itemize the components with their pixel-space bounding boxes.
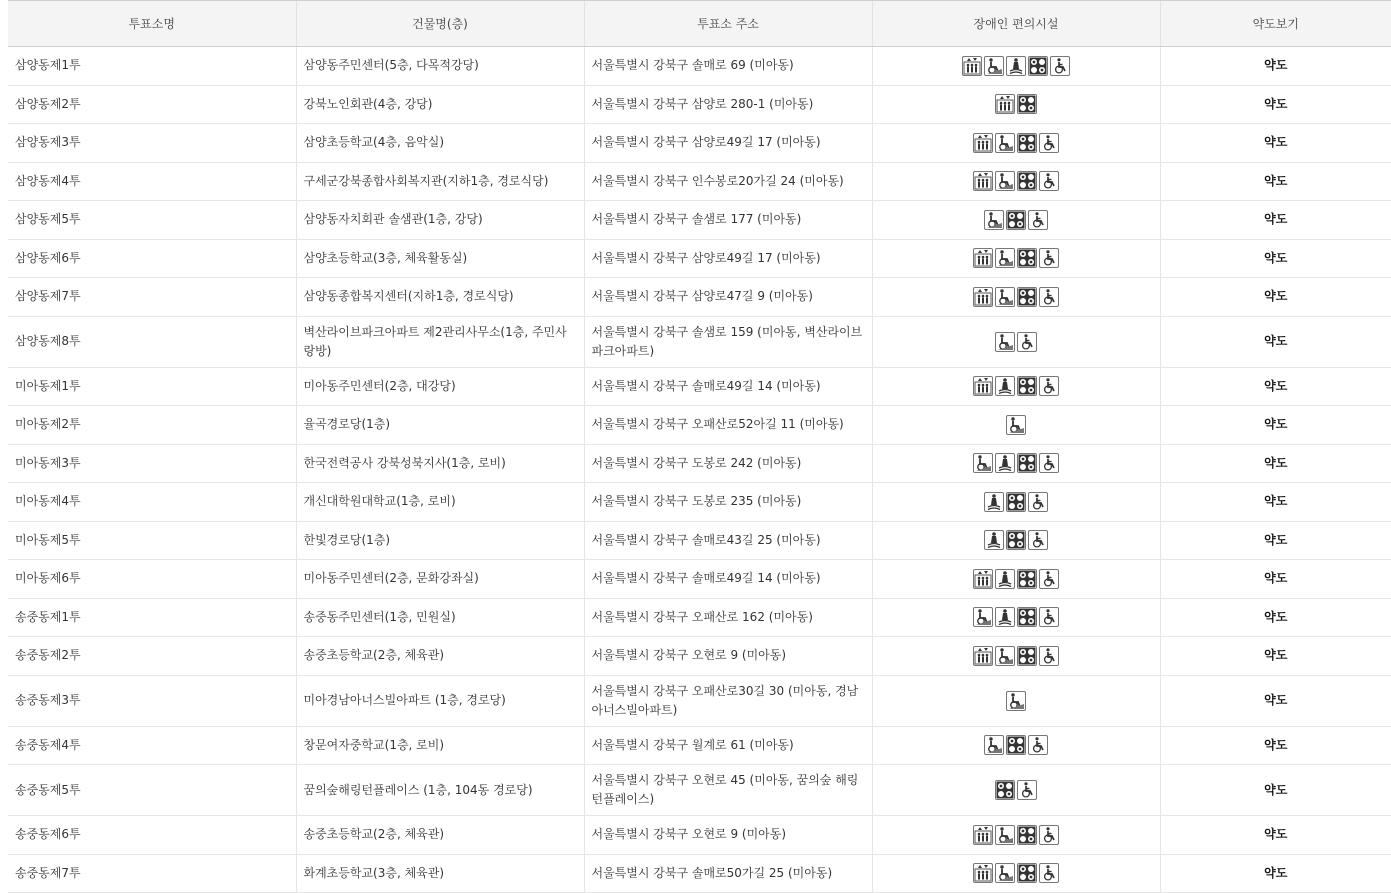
table-row: [8, 765, 1391, 816]
station-name-cell: 미아동제2투: [8, 406, 296, 445]
building-cell: 화계초등학교(3층, 체육관): [296, 854, 584, 893]
building-cell: 강북노인회관(4층, 강당): [296, 85, 584, 124]
station-name-cell: 미아동제1투: [8, 367, 296, 406]
station-name-cell: 송중동제3투: [8, 675, 296, 726]
wheelchair-icon: [1017, 780, 1037, 800]
accessibility-cell: [872, 406, 1160, 445]
lift-icon: [995, 453, 1015, 473]
table-row: [8, 483, 1391, 522]
address-cell: 서울특별시 강북구 솔샘로 159 (미아동, 벽산라이브파크아파트): [584, 316, 872, 367]
wheelchair-icon: [1028, 530, 1048, 550]
elevator-icon: [973, 569, 993, 589]
table-row: [8, 47, 1391, 86]
table-row: [8, 316, 1391, 367]
table-row: [8, 162, 1391, 201]
map-link[interactable]: 약도: [1160, 726, 1391, 765]
accessibility-cell: [872, 483, 1160, 522]
building-cell: 벽산라이브파크아파트 제2관리사무소(1층, 주민사랑방): [296, 316, 584, 367]
address-cell: 서울특별시 강북구 솔매로49길 14 (미아동): [584, 367, 872, 406]
building-cell: 삼양동종합복지센터(지하1층, 경로식당): [296, 278, 584, 317]
braille-icon: [1006, 210, 1026, 230]
wheelchair-icon: [1039, 376, 1059, 396]
wheelchair-icon: [1039, 171, 1059, 191]
building-cell: 삼양초등학교(4층, 음악실): [296, 124, 584, 163]
elevator-icon: [973, 825, 993, 845]
accessibility-cell: [872, 521, 1160, 560]
station-name-cell: 미아동제4투: [8, 483, 296, 522]
map-link[interactable]: 약도: [1160, 816, 1391, 855]
address-cell: 서울특별시 강북구 오현로 9 (미아동): [584, 816, 872, 855]
building-cell: 미아동주민센터(2층, 문화강좌실): [296, 560, 584, 599]
table-row: [8, 406, 1391, 445]
table-row: [8, 278, 1391, 317]
polling-station-table: [8, 0, 1391, 893]
map-link[interactable]: 약도: [1160, 201, 1391, 240]
table-row: [8, 201, 1391, 240]
wheelchair-ramp-icon: [995, 171, 1015, 191]
wheelchair-ramp-icon: [984, 735, 1004, 755]
braille-icon: [1017, 453, 1037, 473]
address-cell: 서울특별시 강북구 삼양로49길 17 (미아동): [584, 124, 872, 163]
wheelchair-ramp-icon: [995, 863, 1015, 883]
station-name-cell: 송중동제2투: [8, 637, 296, 676]
table-row: [8, 239, 1391, 278]
header-map: 약도보기: [1160, 1, 1391, 47]
accessibility-cell: [872, 316, 1160, 367]
station-name-cell: 삼양동제3투: [8, 124, 296, 163]
map-link[interactable]: 약도: [1160, 598, 1391, 637]
lift-icon: [1006, 56, 1026, 76]
wheelchair-icon: [1039, 287, 1059, 307]
braille-icon: [1017, 825, 1037, 845]
wheelchair-ramp-icon: [984, 210, 1004, 230]
table-row: [8, 560, 1391, 599]
table-row: [8, 726, 1391, 765]
elevator-icon: [973, 646, 993, 666]
building-cell: 꿈의숲해링턴플레이스 (1층, 104동 경로당): [296, 765, 584, 816]
map-link[interactable]: 약도: [1160, 316, 1391, 367]
braille-icon: [1006, 492, 1026, 512]
station-name-cell: 삼양동제2투: [8, 85, 296, 124]
wheelchair-ramp-icon: [995, 332, 1015, 352]
address-cell: 서울특별시 강북구 인수봉로20가길 24 (미아동): [584, 162, 872, 201]
address-cell: 서울특별시 강북구 삼양로 280-1 (미아동): [584, 85, 872, 124]
braille-icon: [1017, 171, 1037, 191]
building-cell: 한국전력공사 강북성북지사(1층, 로비): [296, 444, 584, 483]
map-link[interactable]: 약도: [1160, 637, 1391, 676]
station-name-cell: 송중동제4투: [8, 726, 296, 765]
building-cell: 미아동주민센터(2층, 대강당): [296, 367, 584, 406]
accessibility-cell: [872, 444, 1160, 483]
address-cell: 서울특별시 강북구 오패산로30길 30 (미아동, 경남아너스빌아파트): [584, 675, 872, 726]
wheelchair-icon: [1039, 133, 1059, 153]
lift-icon: [995, 376, 1015, 396]
accessibility-cell: [872, 675, 1160, 726]
map-link[interactable]: 약도: [1160, 406, 1391, 445]
braille-icon: [1028, 56, 1048, 76]
accessibility-cell: [872, 47, 1160, 86]
wheelchair-icon: [1039, 863, 1059, 883]
wheelchair-ramp-icon: [995, 825, 1015, 845]
accessibility-cell: [872, 726, 1160, 765]
wheelchair-icon: [1028, 735, 1048, 755]
table-row: [8, 521, 1391, 560]
building-cell: 삼양동자치회관 솔샘관(1층, 강당): [296, 201, 584, 240]
wheelchair-ramp-icon: [1006, 415, 1026, 435]
map-link[interactable]: 약도: [1160, 367, 1391, 406]
map-link[interactable]: 약도: [1160, 560, 1391, 599]
address-cell: 서울특별시 강북구 삼양로47길 9 (미아동): [584, 278, 872, 317]
map-link[interactable]: 약도: [1160, 278, 1391, 317]
accessibility-cell: [872, 560, 1160, 599]
braille-icon: [995, 780, 1015, 800]
building-cell: 율곡경로당(1층): [296, 406, 584, 445]
wheelchair-icon: [1039, 569, 1059, 589]
accessibility-cell: [872, 816, 1160, 855]
wheelchair-ramp-icon: [995, 133, 1015, 153]
building-cell: 개신대학원대학교(1층, 로비): [296, 483, 584, 522]
map-link[interactable]: 약도: [1160, 765, 1391, 816]
building-cell: 송중초등학교(2층, 체육관): [296, 637, 584, 676]
accessibility-cell: [872, 854, 1160, 893]
braille-icon: [1006, 735, 1026, 755]
accessibility-cell: [872, 598, 1160, 637]
braille-icon: [1017, 863, 1037, 883]
braille-icon: [1017, 287, 1037, 307]
header-station-name: 투표소명: [8, 1, 296, 47]
address-cell: 서울특별시 강북구 도봉로 235 (미아동): [584, 483, 872, 522]
table-row: [8, 85, 1391, 124]
station-name-cell: 미아동제6투: [8, 560, 296, 599]
table-row: [8, 675, 1391, 726]
accessibility-cell: [872, 367, 1160, 406]
braille-icon: [1017, 248, 1037, 268]
wheelchair-icon: [1039, 646, 1059, 666]
station-name-cell: 삼양동제5투: [8, 201, 296, 240]
station-name-cell: 송중동제5투: [8, 765, 296, 816]
map-link[interactable]: 약도: [1160, 47, 1391, 86]
address-cell: 서울특별시 강북구 월계로 61 (미아동): [584, 726, 872, 765]
lift-icon: [995, 607, 1015, 627]
address-cell: 서울특별시 강북구 오현로 45 (미아동, 꿈의숲 해링턴플레이스): [584, 765, 872, 816]
elevator-icon: [973, 376, 993, 396]
station-name-cell: 미아동제3투: [8, 444, 296, 483]
wheelchair-icon: [1028, 492, 1048, 512]
header-accessibility: 장애인 편의시설: [872, 1, 1160, 47]
address-cell: 서울특별시 강북구 도봉로 242 (미아동): [584, 444, 872, 483]
elevator-icon: [973, 171, 993, 191]
address-cell: 서울특별시 강북구 솔샘로 177 (미아동): [584, 201, 872, 240]
polling-station-table-wrapper: [8, 0, 1391, 893]
wheelchair-icon: [1039, 453, 1059, 473]
wheelchair-icon: [1017, 332, 1037, 352]
wheelchair-ramp-icon: [1006, 691, 1026, 711]
braille-icon: [1017, 646, 1037, 666]
lift-icon: [995, 569, 1015, 589]
elevator-icon: [995, 94, 1015, 114]
table-row: [8, 367, 1391, 406]
braille-icon: [1017, 133, 1037, 153]
station-name-cell: 삼양동제7투: [8, 278, 296, 317]
elevator-icon: [973, 133, 993, 153]
braille-icon: [1006, 530, 1026, 550]
accessibility-cell: [872, 239, 1160, 278]
wheelchair-ramp-icon: [995, 287, 1015, 307]
building-cell: 삼양동주민센터(5층, 다목적강당): [296, 47, 584, 86]
wheelchair-ramp-icon: [984, 56, 1004, 76]
braille-icon: [1017, 94, 1037, 114]
accessibility-cell: [872, 278, 1160, 317]
table-row: [8, 816, 1391, 855]
address-cell: 서울특별시 강북구 솔매로43길 25 (미아동): [584, 521, 872, 560]
building-cell: 삼양초등학교(3층, 체육활동실): [296, 239, 584, 278]
table-row: [8, 444, 1391, 483]
map-link[interactable]: 약도: [1160, 483, 1391, 522]
elevator-icon: [962, 56, 982, 76]
braille-icon: [1017, 607, 1037, 627]
accessibility-cell: [872, 637, 1160, 676]
map-link[interactable]: 약도: [1160, 162, 1391, 201]
accessibility-cell: [872, 85, 1160, 124]
wheelchair-ramp-icon: [995, 646, 1015, 666]
address-cell: 서울특별시 강북구 삼양로49길 17 (미아동): [584, 239, 872, 278]
table-body: [8, 47, 1391, 893]
accessibility-cell: [872, 201, 1160, 240]
station-name-cell: 삼양동제6투: [8, 239, 296, 278]
table-row: [8, 637, 1391, 676]
map-link[interactable]: 약도: [1160, 675, 1391, 726]
map-link[interactable]: 약도: [1160, 854, 1391, 893]
wheelchair-ramp-icon: [995, 248, 1015, 268]
lift-icon: [984, 492, 1004, 512]
table-row: [8, 598, 1391, 637]
station-name-cell: 삼양동제8투: [8, 316, 296, 367]
braille-icon: [1017, 376, 1037, 396]
braille-icon: [1017, 569, 1037, 589]
header-address: 투표소 주소: [584, 1, 872, 47]
address-cell: 서울특별시 강북구 솔매로50가길 25 (미아동): [584, 854, 872, 893]
wheelchair-ramp-icon: [973, 453, 993, 473]
station-name-cell: 송중동제7투: [8, 854, 296, 893]
wheelchair-ramp-icon: [973, 607, 993, 627]
station-name-cell: 송중동제6투: [8, 816, 296, 855]
address-cell: 서울특별시 강북구 오현로 9 (미아동): [584, 637, 872, 676]
lift-icon: [984, 530, 1004, 550]
address-cell: 서울특별시 강북구 오패산로 162 (미아동): [584, 598, 872, 637]
address-cell: 서울특별시 강북구 솔매로 69 (미아동): [584, 47, 872, 86]
wheelchair-icon: [1039, 248, 1059, 268]
elevator-icon: [973, 287, 993, 307]
station-name-cell: 송중동제1투: [8, 598, 296, 637]
address-cell: 서울특별시 강북구 오패산로52아길 11 (미아동): [584, 406, 872, 445]
building-cell: 구세군강북종합사회복지관(지하1층, 경로식당): [296, 162, 584, 201]
station-name-cell: 삼양동제1투: [8, 47, 296, 86]
table-row: [8, 124, 1391, 163]
wheelchair-icon: [1039, 825, 1059, 845]
building-cell: 창문여자중학교(1층, 로비): [296, 726, 584, 765]
map-link[interactable]: 약도: [1160, 85, 1391, 124]
address-cell: 서울특별시 강북구 솔매로49길 14 (미아동): [584, 560, 872, 599]
building-cell: 미아경남아너스빌아파트 (1층, 경로당): [296, 675, 584, 726]
station-name-cell: 삼양동제4투: [8, 162, 296, 201]
building-cell: 송중동주민센터(1층, 민원실): [296, 598, 584, 637]
accessibility-cell: [872, 765, 1160, 816]
wheelchair-icon: [1028, 210, 1048, 230]
accessibility-cell: [872, 162, 1160, 201]
map-link[interactable]: 약도: [1160, 124, 1391, 163]
map-link[interactable]: 약도: [1160, 239, 1391, 278]
elevator-icon: [973, 248, 993, 268]
table-row: [8, 854, 1391, 893]
table-header: [8, 1, 1391, 47]
accessibility-cell: [872, 124, 1160, 163]
elevator-icon: [973, 863, 993, 883]
wheelchair-icon: [1050, 56, 1070, 76]
map-link[interactable]: 약도: [1160, 521, 1391, 560]
building-cell: 한빛경로당(1층): [296, 521, 584, 560]
map-link[interactable]: 약도: [1160, 444, 1391, 483]
building-cell: 송중초등학교(2층, 체육관): [296, 816, 584, 855]
header-building: 건물명(층): [296, 1, 584, 47]
station-name-cell: 미아동제5투: [8, 521, 296, 560]
wheelchair-icon: [1039, 607, 1059, 627]
